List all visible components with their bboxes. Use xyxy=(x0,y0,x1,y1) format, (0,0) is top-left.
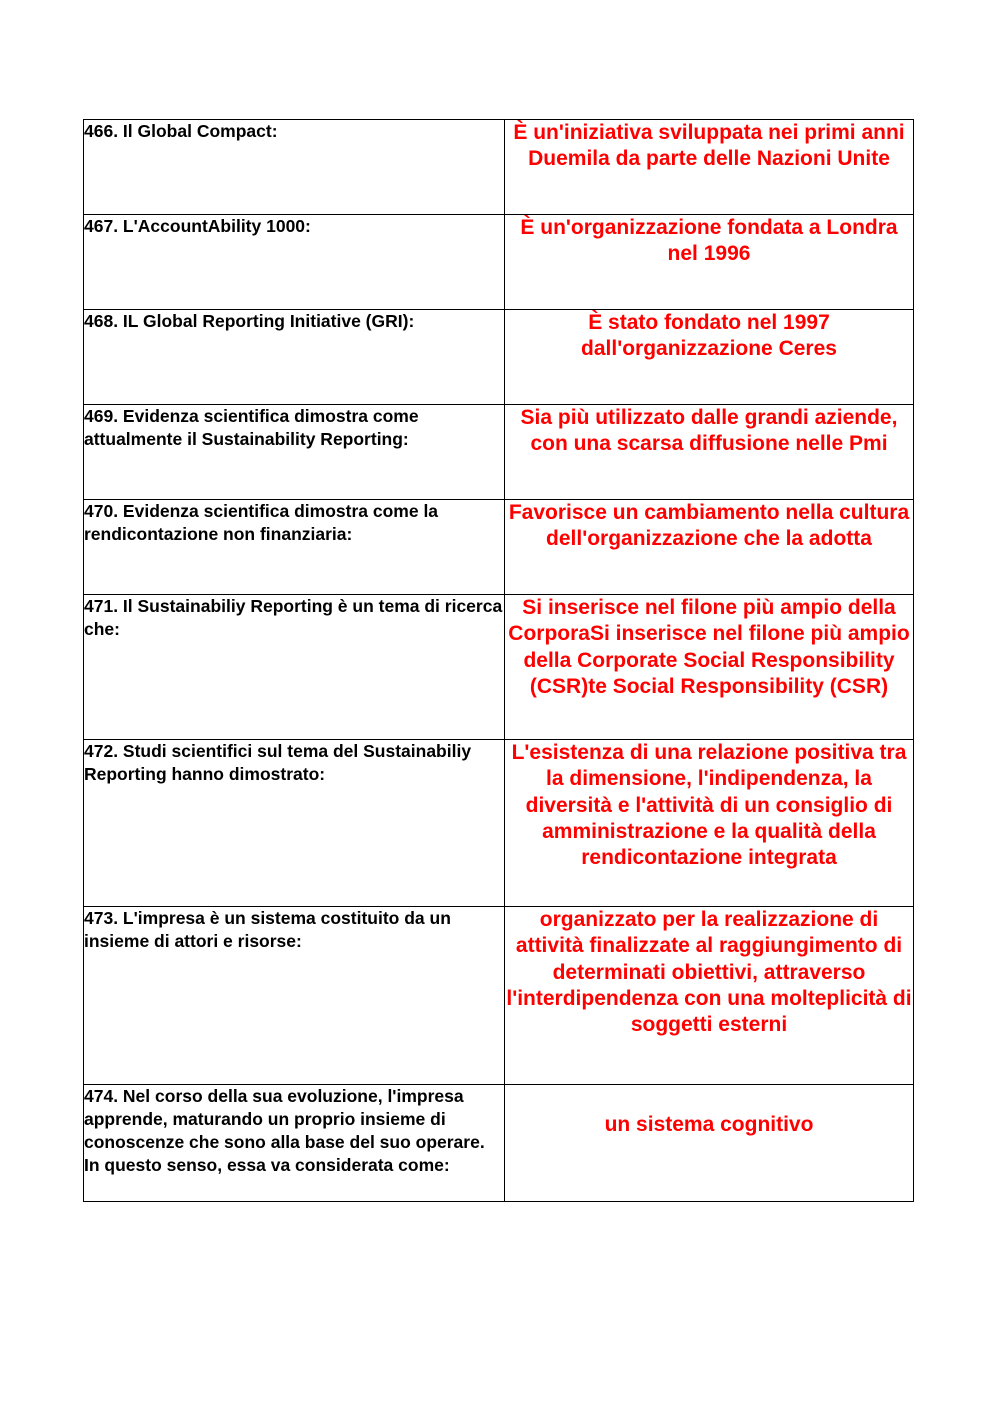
table-row xyxy=(84,1085,914,1202)
table-row xyxy=(84,500,914,595)
table-row xyxy=(84,595,914,740)
answer-cell: L'esistenza di una relazione positiva tra la dimensione, l'indipendenza, la diversità e l'attività di un consiglio di amministrazione e la qualità della rendicontazione integrata xyxy=(505,740,914,907)
question-cell: 473. L'impresa è un sistema costituito da un insieme di attori e risorse: xyxy=(84,907,505,1085)
table-row xyxy=(84,310,914,405)
table-row xyxy=(84,405,914,500)
question-cell: 466. Il Global Compact: xyxy=(84,120,505,215)
answer-cell: È un'iniziativa sviluppata nei primi anni Duemila da parte delle Nazioni Unite xyxy=(505,120,914,215)
question-cell: 467. L'AccountAbility 1000: xyxy=(84,215,505,310)
answer-cell: Si inserisce nel filone più ampio della CorporaSi inserisce nel filone più ampio della Corporate Social Responsibility (CSR)te Social Responsibility (CSR) xyxy=(505,595,914,740)
quiz-table xyxy=(83,119,914,1202)
answer-cell: organizzato per la realizzazione di attività finalizzate al raggiungimento di determinati obiettivi, attraverso l'interdipendenza con una molteplicità di soggetti esterni xyxy=(505,907,914,1085)
table-row xyxy=(84,740,914,907)
answer-cell: Favorisce un cambiamento nella cultura dell'organizzazione che la adotta xyxy=(505,500,914,595)
question-cell: 468. IL Global Reporting Initiative (GRI): xyxy=(84,310,505,405)
question-cell: 474. Nel corso della sua evoluzione, l'impresa apprende, maturando un proprio insieme di conoscenze che sono alla base del suo operare. In questo senso, essa va considerata come: xyxy=(84,1085,505,1202)
table-row xyxy=(84,907,914,1085)
question-cell: 470. Evidenza scientifica dimostra come la rendicontazione non finanziaria: xyxy=(84,500,505,595)
question-cell: 472. Studi scientifici sul tema del Sustainabiliy Reporting hanno dimostrato: xyxy=(84,740,505,907)
table-row xyxy=(84,120,914,215)
answer-cell: un sistema cognitivo xyxy=(505,1085,914,1202)
answer-cell: Sia più utilizzato dalle grandi aziende, con una scarsa diffusione nelle Pmi xyxy=(505,405,914,500)
table-row xyxy=(84,215,914,310)
question-cell: 471. Il Sustainabiliy Reporting è un tema di ricerca che: xyxy=(84,595,505,740)
answer-cell: È un'organizzazione fondata a Londra nel 1996 xyxy=(505,215,914,310)
question-cell: 469. Evidenza scientifica dimostra come attualmente il Sustainability Reporting: xyxy=(84,405,505,500)
answer-cell: È stato fondato nel 1997 dall'organizzazione Ceres xyxy=(505,310,914,405)
